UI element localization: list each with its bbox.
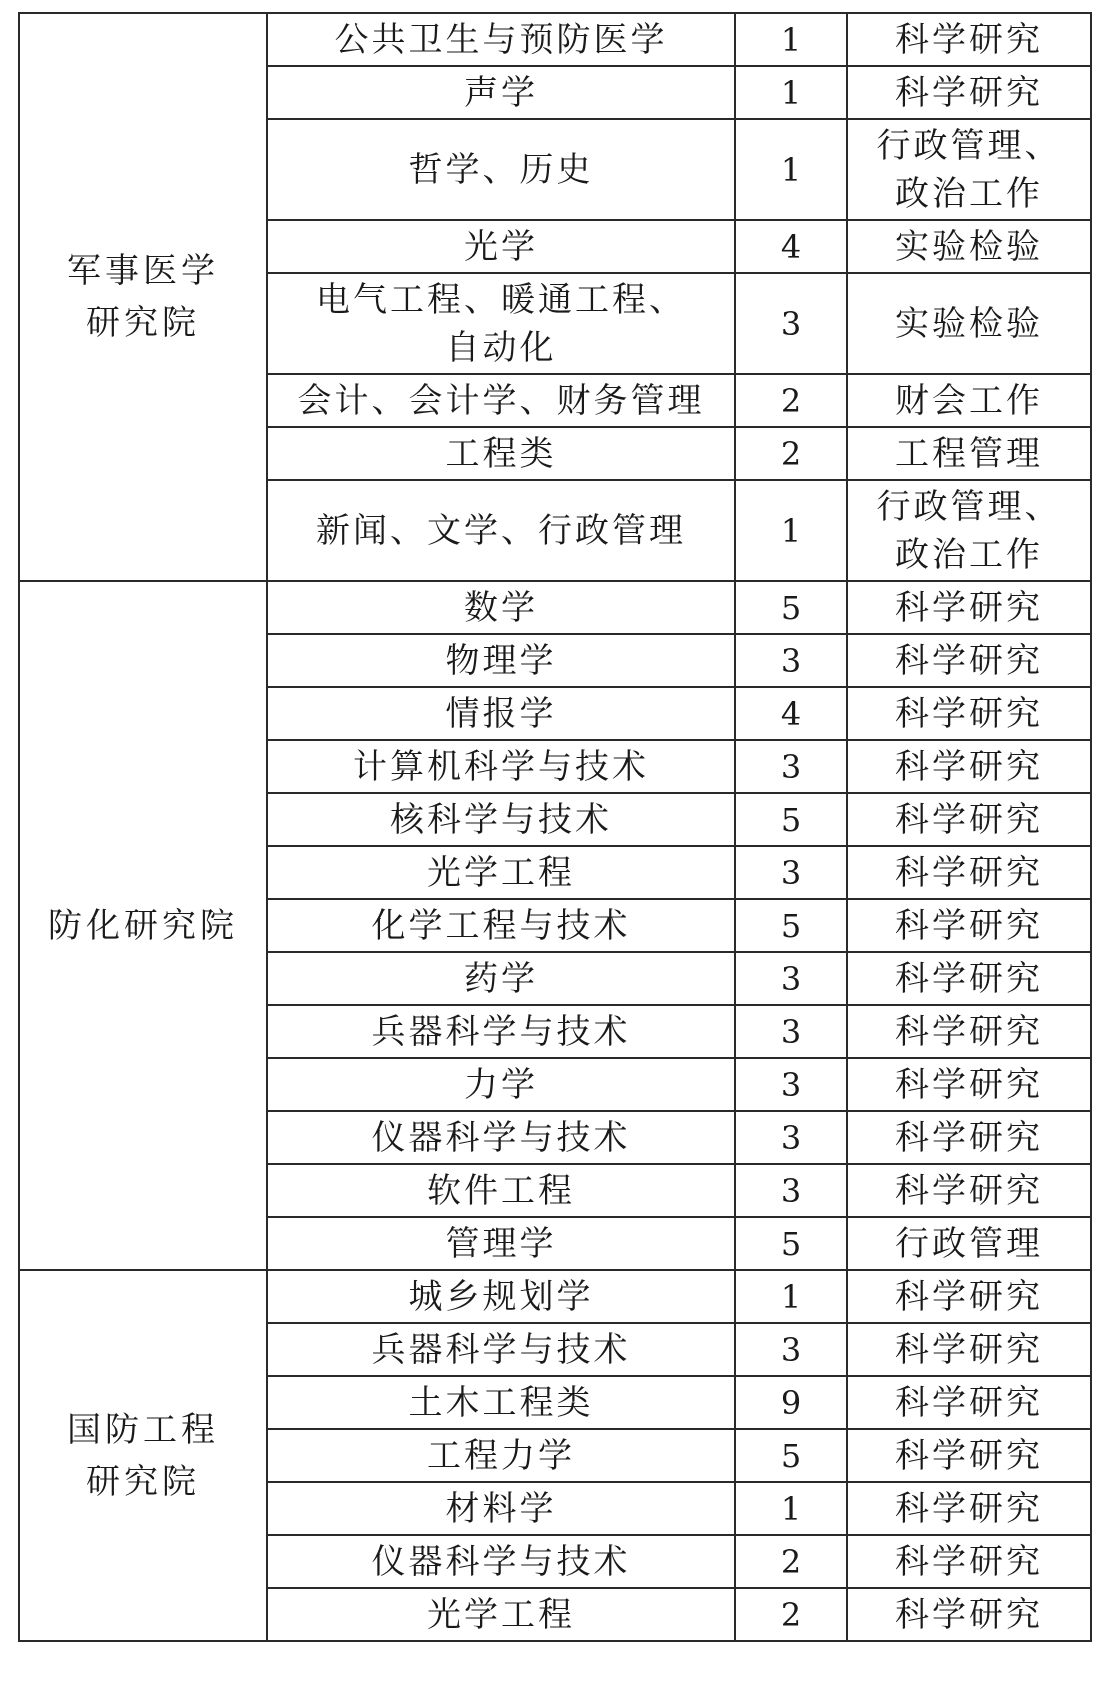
category-cell: 工程管理 — [847, 427, 1091, 480]
major-cell: 土木工程类 — [267, 1376, 735, 1429]
count-cell: 5 — [735, 793, 847, 846]
major-cell: 核科学与技术 — [267, 793, 735, 846]
major-cell: 材料学 — [267, 1482, 735, 1535]
major-cell: 工程类 — [267, 427, 735, 480]
major-cell: 药学 — [267, 952, 735, 1005]
count-cell: 1 — [735, 66, 847, 119]
count-cell: 2 — [735, 1588, 847, 1641]
major-cell: 工程力学 — [267, 1429, 735, 1482]
category-cell: 科学研究 — [847, 1323, 1091, 1376]
major-cell: 物理学 — [267, 634, 735, 687]
count-cell: 1 — [735, 13, 847, 66]
category-cell: 财会工作 — [847, 374, 1091, 427]
major-cell: 管理学 — [267, 1217, 735, 1270]
recruitment-table — [18, 12, 1092, 1642]
major-cell: 仪器科学与技术 — [267, 1535, 735, 1588]
category-cell: 行政管理、 政治工作 — [847, 119, 1091, 220]
count-cell: 3 — [735, 273, 847, 374]
category-cell: 科学研究 — [847, 899, 1091, 952]
institute-cell: 防化研究院 — [19, 581, 267, 1270]
category-cell: 行政管理 — [847, 1217, 1091, 1270]
category-cell: 科学研究 — [847, 793, 1091, 846]
major-cell: 城乡规划学 — [267, 1270, 735, 1323]
count-cell: 9 — [735, 1376, 847, 1429]
major-cell: 情报学 — [267, 687, 735, 740]
count-cell: 1 — [735, 1482, 847, 1535]
count-cell: 2 — [735, 374, 847, 427]
category-cell: 科学研究 — [847, 1270, 1091, 1323]
major-cell: 光学 — [267, 220, 735, 273]
category-cell: 科学研究 — [847, 952, 1091, 1005]
category-cell: 科学研究 — [847, 1005, 1091, 1058]
count-cell: 3 — [735, 1111, 847, 1164]
major-cell: 哲学、历史 — [267, 119, 735, 220]
major-cell: 电气工程、暖通工程、 自动化 — [267, 273, 735, 374]
count-cell: 2 — [735, 427, 847, 480]
major-cell: 软件工程 — [267, 1164, 735, 1217]
count-cell: 4 — [735, 687, 847, 740]
major-cell: 仪器科学与技术 — [267, 1111, 735, 1164]
major-cell: 光学工程 — [267, 1588, 735, 1641]
category-cell: 科学研究 — [847, 13, 1091, 66]
category-cell: 科学研究 — [847, 1058, 1091, 1111]
major-cell: 会计、会计学、财务管理 — [267, 374, 735, 427]
count-cell: 5 — [735, 1429, 847, 1482]
major-cell: 光学工程 — [267, 846, 735, 899]
category-cell: 科学研究 — [847, 66, 1091, 119]
major-cell: 化学工程与技术 — [267, 899, 735, 952]
count-cell: 3 — [735, 1323, 847, 1376]
category-cell: 科学研究 — [847, 846, 1091, 899]
category-cell: 科学研究 — [847, 1588, 1091, 1641]
count-cell: 5 — [735, 899, 847, 952]
major-cell: 数学 — [267, 581, 735, 634]
count-cell: 3 — [735, 846, 847, 899]
table-row — [19, 1270, 1091, 1323]
institute-cell: 军事医学 研究院 — [19, 13, 267, 581]
count-cell: 3 — [735, 740, 847, 793]
category-cell: 科学研究 — [847, 1164, 1091, 1217]
table-row — [19, 13, 1091, 66]
category-cell: 科学研究 — [847, 687, 1091, 740]
count-cell: 1 — [735, 119, 847, 220]
category-cell: 科学研究 — [847, 1482, 1091, 1535]
institute-cell: 国防工程 研究院 — [19, 1270, 267, 1641]
count-cell: 3 — [735, 634, 847, 687]
count-cell: 1 — [735, 480, 847, 581]
category-cell: 科学研究 — [847, 740, 1091, 793]
major-cell: 计算机科学与技术 — [267, 740, 735, 793]
major-cell: 新闻、文学、行政管理 — [267, 480, 735, 581]
count-cell: 5 — [735, 581, 847, 634]
major-cell: 兵器科学与技术 — [267, 1323, 735, 1376]
major-cell: 力学 — [267, 1058, 735, 1111]
count-cell: 3 — [735, 952, 847, 1005]
table-row — [19, 581, 1091, 634]
count-cell: 4 — [735, 220, 847, 273]
category-cell: 科学研究 — [847, 634, 1091, 687]
category-cell: 实验检验 — [847, 273, 1091, 374]
count-cell: 1 — [735, 1270, 847, 1323]
count-cell: 3 — [735, 1164, 847, 1217]
count-cell: 3 — [735, 1058, 847, 1111]
category-cell: 科学研究 — [847, 1111, 1091, 1164]
category-cell: 科学研究 — [847, 581, 1091, 634]
major-cell: 公共卫生与预防医学 — [267, 13, 735, 66]
count-cell: 3 — [735, 1005, 847, 1058]
category-cell: 科学研究 — [847, 1376, 1091, 1429]
major-cell: 声学 — [267, 66, 735, 119]
count-cell: 2 — [735, 1535, 847, 1588]
category-cell: 科学研究 — [847, 1429, 1091, 1482]
count-cell: 5 — [735, 1217, 847, 1270]
category-cell: 实验检验 — [847, 220, 1091, 273]
category-cell: 行政管理、 政治工作 — [847, 480, 1091, 581]
major-cell: 兵器科学与技术 — [267, 1005, 735, 1058]
category-cell: 科学研究 — [847, 1535, 1091, 1588]
